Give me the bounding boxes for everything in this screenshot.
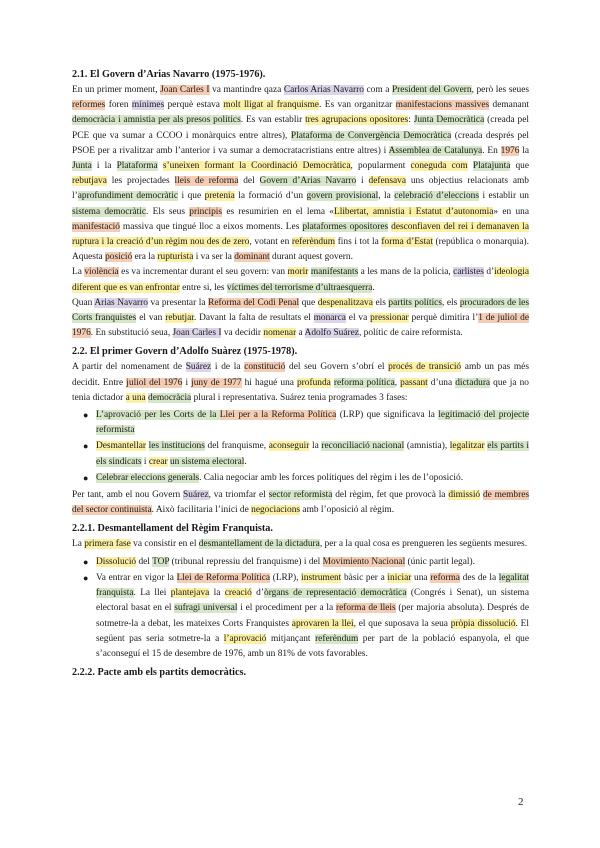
text-run: (per majoria absoluta). Després de sotmetre-la a debat, les mateixes Corts Franquistes [96,603,530,629]
highlighted-text: creació [224,588,252,599]
paragraph-suarez [72,360,529,406]
highlighted-text: Celebrar eleccions generals [96,472,200,483]
list-item [72,571,529,662]
highlighted-text: manifestants [310,267,359,278]
text-run: bàsic per a [341,572,388,583]
highlighted-text: constitució [244,362,286,373]
text-run: es va incrementar durant el seu govern: van [118,267,288,278]
list-item [72,471,529,486]
text-run: la [309,441,322,452]
highlighted-text: legitimació del projecte reformista [96,410,529,436]
text-run: (república o monarquia). Aquesta [72,237,529,263]
highlighted-text: reformes [72,100,106,111]
highlighted-text: monarca [313,313,346,324]
text-run: a les mans de la policia, [358,267,454,278]
highlighted-text: a una [125,392,146,403]
highlighted-text: aprovaren la llei [291,618,354,629]
text-run: , els [442,297,460,308]
highlighted-text: juliol del 1976 [126,377,183,388]
bullet-icon: ● [83,572,89,583]
highlighted-text: referèndum [291,237,336,248]
highlighted-text: Reforma del Codi Penal [208,297,300,308]
text-run: . La llei [133,588,171,599]
text-run: que [299,297,318,308]
text-run: foren [105,100,132,111]
page-number: 2 [518,796,524,808]
highlighted-text: rebutjar [165,313,194,324]
highlighted-text: carlistes [453,267,484,278]
text-run: Quan [72,297,95,308]
highlighted-text: pretenia [204,191,235,202]
text-run: va mantindre qaza [209,85,284,95]
text-run: La [72,539,85,550]
text-run: les projectades [106,176,175,187]
highlighted-text: crear [148,456,168,467]
highlighted-text: víctimes del terrorisme d’ultraesquerra [226,282,373,293]
highlighted-text: Arias Navarro [94,297,148,308]
highlighted-text: 1 de juliol de 1976 [72,313,529,339]
text-run: . Això facilitaria l’inici de [151,505,252,516]
text-run: (Congrés i Senat), un sistema electoral basat en el [96,588,530,614]
text-run: el va [345,313,371,324]
text-run: entre si, les [179,282,227,293]
text-run: i que [178,191,205,202]
highlighted-text: Joan Carles I [172,328,222,339]
text-run: 2.2. El primer Govern d’Adolfo Suàrez (1975-1978). [72,346,298,358]
text-run: (únic partit legal). [405,556,475,567]
text-run: mitjançant [266,633,316,644]
highlighted-text: juny de 1977 [191,377,242,388]
text-run: (LRP), [270,572,302,583]
highlighted-text: Joan Carles I [160,85,210,95]
highlighted-text: òrgans de representació democràtica [264,588,407,599]
text-run: i el procediment per a la [237,603,336,614]
highlighted-text: Assemblea de Catalunya [388,145,483,156]
list-item [72,555,529,570]
heading-2-1 [72,68,529,81]
text-run: amb l’oposició al règim. [300,505,395,516]
text-run: que [510,161,530,172]
text-run: » en una [493,206,529,217]
highlighted-text: Junta [72,161,92,172]
highlighted-text: 1976 [500,145,520,156]
bullet-icon: ● [83,410,89,421]
highlighted-text: iniciar [387,572,412,583]
bullet-icon: ● [83,441,89,452]
highlighted-text: Suárez [185,362,212,373]
text-run: la [519,145,529,156]
text-run: , el que suposava la seua [353,618,451,629]
highlighted-text: reforma [430,572,460,583]
text-run: Per tant, amb el nou Govern [72,490,184,501]
text-run: i [182,377,192,388]
text-run: i va ser la [193,252,235,263]
highlighted-text: les institucions [148,441,205,452]
text-run: , la [378,191,395,202]
text-run: (amnistia), [404,441,450,452]
text-run: 2.2.2. Pacte amb els partits democràtics. [72,667,246,679]
text-run: uns objectius relacionats amb l’ [72,176,529,202]
highlighted-text: Llibertat, amnistia i Estatut d’autonomia [334,206,494,217]
highlighted-text: Desmantellar [96,441,146,452]
text-run: (creada després pel PSOE per a rivalitzar amb l’anterior i va sumar a democratacristians entre altres) i [72,130,529,156]
highlighted-text: referèndum [315,633,359,644]
text-run: per part de la població espanyola, el que s’aconseguí el 15 de desembre de 1976, amb un 81% de vots favorables. [96,633,529,659]
highlighted-text: aconseguir [268,441,310,452]
highlighted-text: tres agrupacions opositores [305,115,409,126]
highlighted-text: democràcia i amnistia per als presos polítics [72,115,241,126]
highlighted-text: pressionar [370,313,409,324]
text-run: La [72,267,85,278]
text-run: massiva que tingué lloc a eixos moments. Les [119,221,303,232]
list-item [72,408,529,438]
text-run: i [141,456,149,467]
text-run: Va entrar en vigor la [96,572,177,583]
text-run: d’ [251,588,264,599]
text-run: . [244,456,247,467]
heading-2-2-1 [72,522,529,535]
text-run: , però les seues [471,85,530,95]
highlighted-text: Dissolució [96,556,137,567]
highlighted-text: aprofundiment democràtic [77,191,179,202]
text-run: . Davant la falta de resultats el [193,313,314,324]
text-run: . En substitució seua, [90,328,173,339]
text-run: amb un pas més decidit. Entre [72,362,529,388]
text-run: A partir del nomenament de [72,362,186,373]
highlighted-text: nomenar [263,328,297,339]
highlighted-text: dominant [234,252,270,263]
highlighted-text: L’aprovació per les Corts de la [96,410,220,421]
text-run: va decidir [221,328,264,339]
highlighted-text: molt lligat al franquisme [223,100,319,111]
text-run: era la [132,252,158,263]
text-run: . [372,282,375,293]
bullet-icon: ● [83,472,89,483]
highlighted-text: Plataforma de Convergència Democràtica [290,130,452,141]
highlighted-text: Govern d’Arias Navarro [259,176,357,187]
highlighted-text: Llei de Reforma Política [176,572,271,583]
highlighted-text: mínimes [131,100,165,111]
text-run: , va triomfar el [208,490,269,501]
text-run: i la [91,161,117,172]
text-run: com a [363,85,392,95]
text-run: i establir un [478,191,529,202]
text-run: i [356,176,369,187]
measures-list [72,555,529,662]
highlighted-text: Carlos Arias Navarro [283,85,364,95]
highlighted-text: coneguda com [410,161,468,172]
highlighted-text: morir [287,267,309,278]
text-run: del franquisme, [204,441,269,452]
text-run: En un primer moment, [72,85,161,95]
highlighted-text: Llei per a la Reforma Política [219,410,337,421]
highlighted-text: s’uneixen formant la Coordinació Democràtica [162,161,351,172]
text-run: , popularment [350,161,411,172]
highlighted-text: legalitat franquista [96,572,529,599]
highlighted-text: manifestacions massives [395,100,490,111]
text-run: (LRP) que significava la [336,410,439,421]
text-run: . Els seus [146,206,190,217]
highlighted-text: despenalitzava [317,297,373,308]
paragraph-violence [72,265,529,295]
highlighted-text: democràcia [148,392,192,403]
highlighted-text: principis [189,206,223,217]
text-run: va consistir en el [130,539,199,550]
highlighted-text: sector reformista [268,490,333,501]
highlighted-text: ideologia diferent que es van enfrontar [72,267,530,293]
highlighted-text: instrument [301,572,342,583]
highlighted-text: legalitzar [449,441,485,452]
paragraph-arias-navarro [72,83,529,265]
highlighted-text: reforma política [333,377,395,388]
text-run: hi hagué una [241,377,297,388]
paragraph-reform [72,488,529,518]
text-run: del [136,556,153,567]
text-run: , votant en [249,237,292,248]
text-run: : [408,115,414,126]
paragraph-resignation [72,296,529,342]
heading-2-2-2 [72,666,529,679]
highlighted-text: defensava [368,176,406,187]
text-run: el van [136,313,166,324]
highlighted-text: primera fase [84,539,131,550]
highlighted-text: TOP [152,556,170,567]
text-run: a [296,328,305,339]
list-item [72,439,529,469]
highlighted-text: reforma de lleis [335,603,396,614]
text-run: va presentar la [147,297,209,308]
highlighted-text: de membres del sector continuista [72,490,530,516]
text-run: que ja no tenia dictador [72,377,529,403]
text-run: d’ [483,267,495,278]
text-run: del règim, fet que provocà la [332,490,449,501]
text-run: d’una [427,377,456,388]
text-run: una [411,572,431,583]
text-run: . El següent pas seria sotmetre-la a [96,618,529,644]
highlighted-text: celebració d’eleccions [394,191,479,202]
highlighted-text: reconciliació nacional [321,441,405,452]
highlighted-text: posició [105,252,133,263]
highlighted-text: manifestació [72,221,120,232]
highlighted-text: passant [400,377,428,388]
text-run: des de la [459,572,499,583]
text-run: perquè dimitira l’ [408,313,479,324]
highlighted-text: Suárez [183,490,209,501]
highlighted-text: els partits i els sindicats [96,441,529,467]
highlighted-text: pròpia dissolució [450,618,516,629]
highlighted-text: partits polítics [388,297,442,308]
text-run: (creada pel PCE que va sumar a CCOO i monàrquics entre altres), [72,115,530,141]
highlighted-text: l’aprovació [223,633,267,644]
highlighted-text: Plataforma [116,161,158,172]
highlighted-text: Junta Democràtica [413,115,485,126]
text-run: . Es van organitzar [318,100,396,111]
bullet-icon: ● [83,556,89,567]
text-run: . En [482,145,501,156]
highlighted-text: dictadura [455,377,491,388]
text-run: la [209,588,225,599]
text-run: perquè estava [164,100,224,111]
highlighted-text: plataformes opositores [302,221,389,232]
phases-list [72,408,529,486]
highlighted-text: desconfiaven del rei i demanaven la ruptura i la creació d’un règim nou des de zero [72,221,529,248]
text-run: plural i representativa. Suárez tenia programades 3 fases: [191,392,408,403]
text-run: els [372,297,389,308]
text-run: durant aquest govern. [269,252,353,263]
highlighted-text: dimissió [448,490,481,501]
highlighted-text: desmantellament de la dictadura [198,539,320,550]
text-run: del seu Govern s’obrí el [285,362,389,373]
highlighted-text: govern provisional [306,191,379,202]
highlighted-text: un sistema electoral [169,456,245,467]
text-run: 2.1. El Govern d’Arias Navarro (1975-1976). [72,69,266,80]
text-run: es resumirien en el lema « [222,206,334,217]
text-run: , [394,377,401,388]
highlighted-text: Platajunta [472,161,511,172]
text-run: . Es van establir [240,115,306,126]
highlighted-text: sistema democràtic [72,206,147,217]
text-run: demanant [489,100,529,111]
heading-2-2 [72,345,529,358]
highlighted-text: Movimiento Nacional [322,556,406,567]
highlighted-text: sufragi universal [174,603,238,614]
highlighted-text: lleis de reforma [174,176,239,187]
text-run: del [238,176,260,187]
text-run: la formació d’un [234,191,307,202]
highlighted-text: profunda [296,377,331,388]
text-run: fins i tot la [335,237,382,248]
text-run: 2.2.1. Desmantellament del Règim Franquista. [72,523,273,535]
highlighted-text: procés de transició [388,362,462,373]
document-body [72,68,529,681]
highlighted-text: procuradors de les Corts franquistes [72,297,529,324]
highlighted-text: plantejava [170,588,210,599]
text-run: (tribunal repressiu del franquisme) i del [169,556,323,567]
highlighted-text: Adolfo Suárez [304,328,359,339]
highlighted-text: rebutjava [72,176,107,187]
highlighted-text: forma d’Estat [381,237,433,248]
text-run: , per a la qual cosa es prengueren les següents mesures. [319,539,528,550]
paragraph-first-phase [72,537,529,552]
text-run: . Calia negociar amb les forces polítiques del règim i les de l’oposició. [199,472,464,483]
highlighted-text: violència [84,267,119,278]
highlighted-text: President del Govern [391,85,472,95]
text-run: , polític de caire reformista. [358,328,463,339]
highlighted-text: negociacions [251,505,301,516]
text-run: i de la [211,362,245,373]
highlighted-text: rupturista [157,252,194,263]
